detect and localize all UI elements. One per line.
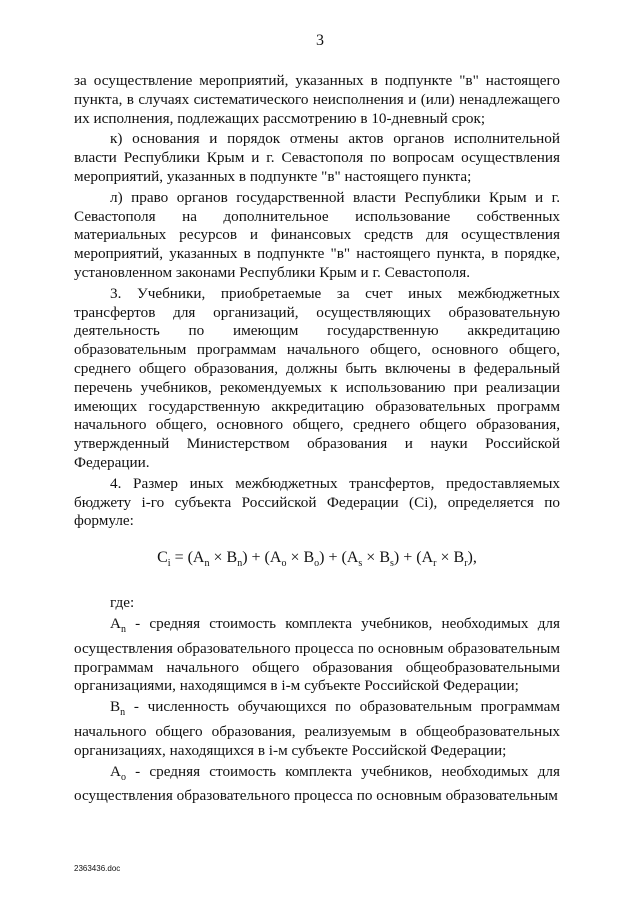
page-number: 3 bbox=[316, 32, 324, 49]
formula-b1: B bbox=[226, 549, 238, 567]
formula-b3: B bbox=[379, 549, 390, 567]
formula-eq: = ( bbox=[170, 549, 193, 567]
paragraph-l: л) право органов государственной власти Республики Крым и г. Севастополя на дополнительное использование собственных материальных ресурсов и финансовых средств для осуществления мероприятий, указанных в подпункте "в" настоящего пункта, в порядке, установленном законами Республики Крым и г. Севастополя. bbox=[74, 188, 560, 281]
formula bbox=[74, 549, 560, 574]
formula-b4: B bbox=[453, 549, 465, 567]
footer-filename: 2363436.doc bbox=[74, 864, 121, 873]
var-bn-sub: n bbox=[120, 707, 126, 719]
var-an-sub: n bbox=[120, 623, 126, 635]
formula-b2-sub: o bbox=[314, 558, 320, 570]
formula-lhs: C bbox=[157, 549, 168, 567]
formula-times: × bbox=[362, 549, 380, 567]
formula-b1-sub: n bbox=[237, 558, 243, 570]
formula-times: × bbox=[436, 549, 454, 567]
formula-b3-sub: s bbox=[390, 558, 394, 570]
formula-b2: B bbox=[303, 549, 315, 567]
definition-an bbox=[74, 615, 560, 696]
definition-ao bbox=[74, 763, 560, 807]
formula-a4: A bbox=[421, 549, 434, 567]
formula-lhs-sub: i bbox=[167, 558, 171, 570]
paragraph-k: к) основания и порядок отмены актов органов исполнительной власти Республики Крым и г. Севастополя по вопросам осуществления мероприятий, указанных в подпункте "в" настоящего пункта; bbox=[74, 130, 560, 185]
paragraph-continuation: за осуществление мероприятий, указанных в подпункте "в" настоящего пункта, в случаях систематического неисполнения и (или) ненадлежащего их исполнения, подлежащих рассмотрению в 10-дневный срок; bbox=[74, 72, 560, 127]
formula-plus: ) + ( bbox=[319, 549, 347, 567]
var-ao-sub: o bbox=[120, 771, 126, 783]
formula-times: × bbox=[209, 549, 227, 567]
formula-plus: ) + ( bbox=[393, 549, 422, 567]
definition-bn-text: - численность обучающихся по образовательным программам начального общего образования, реализуемым в общеобразовательных организациях, находящихся в i-м субъекте Российской Федерации; bbox=[74, 698, 560, 759]
formula-times: × bbox=[286, 549, 304, 567]
formula-a3-sub: s bbox=[358, 558, 363, 570]
formula-a2: A bbox=[269, 549, 282, 567]
formula-b4-sub: r bbox=[464, 558, 468, 570]
paragraph-3: 3. Учебники, приобретаемые за счет иных межбюджетных трансфертов для организаций, осуществляющих образовательную деятельность по имеющим государственную аккредитацию образовательным программам начального общего, основного общего, среднего общего образования, должны быть включены в федеральный перечень учебников, рекомендуемых к использованию при реализации имеющих государственную аккредитацию образовательных программ начального общего, основного общего, среднего общего образования, утвержденный Министерством образования и науки Российской Федерации. bbox=[74, 284, 560, 471]
formula-a1: A bbox=[192, 549, 205, 567]
formula-a4-sub: r bbox=[433, 558, 437, 570]
var-bn: B bbox=[110, 698, 121, 716]
formula-plus: ) + ( bbox=[242, 549, 270, 567]
formula-end: ), bbox=[467, 549, 477, 567]
var-an: A bbox=[110, 614, 121, 632]
where-label: где: bbox=[110, 594, 135, 612]
formula-a3: A bbox=[346, 549, 359, 567]
var-ao: A bbox=[110, 762, 121, 780]
document-body bbox=[74, 72, 560, 808]
definition-ao-text: - средняя стоимость комплекта учебников, необходимых для осуществления образовательного процесса по основным образовательным bbox=[74, 762, 560, 805]
definition-an-text: - средняя стоимость комплекта учебников, необходимых для осуществления образовательного процесса по основным образовательным программам начального общего образования общеобразовательными организациями, находящимся в i-м субъекте Российской Федерации; bbox=[74, 614, 560, 695]
definition-bn bbox=[74, 698, 560, 760]
formula-a2-sub: o bbox=[281, 558, 287, 570]
formula-a1-sub: n bbox=[204, 558, 210, 570]
paragraph-4: 4. Размер иных межбюджетных трансфертов, предоставляемых бюджету i-го субъекта Российской Федерации (Ci), определяется по формуле: bbox=[74, 474, 560, 530]
